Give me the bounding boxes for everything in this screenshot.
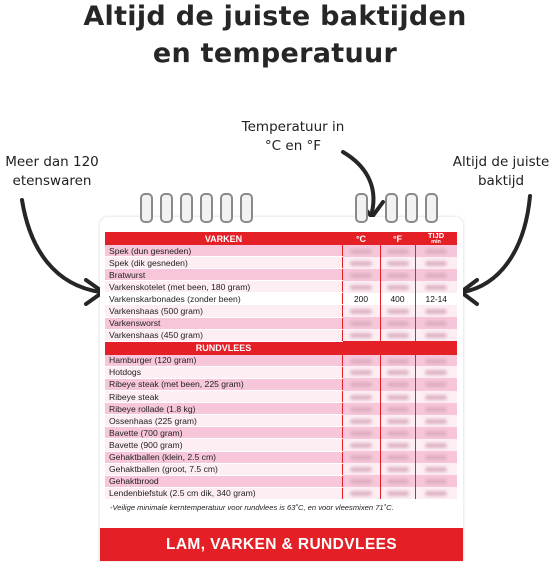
blurred-value: [387, 285, 409, 290]
blurred-value: [350, 395, 372, 400]
callout-center-line-1: Temperatuur in: [241, 119, 345, 135]
time-value: [415, 317, 457, 329]
table-row: [105, 355, 457, 367]
blurred-value: [425, 491, 447, 496]
blurred-value: [425, 455, 447, 460]
celsius-value: [342, 463, 380, 475]
food-name: Hamburger (120 gram): [105, 355, 342, 367]
fahrenheit-value: [380, 427, 415, 439]
time-value: [415, 439, 457, 451]
celsius-value: [342, 355, 380, 367]
column-header-celsius: °C: [342, 232, 380, 245]
celsius-value: [342, 451, 380, 463]
time-value: [415, 451, 457, 463]
fahrenheit-value: [380, 403, 415, 415]
blurred-value: [350, 321, 372, 326]
table-row: [105, 427, 457, 439]
blurred-value: [387, 321, 409, 326]
binding-ring-icon: [140, 193, 153, 223]
binding-ring-icon: [160, 193, 173, 223]
food-name: Bavette (700 gram): [105, 427, 342, 439]
fahrenheit-value: [380, 281, 415, 293]
fahrenheit-value: [380, 269, 415, 281]
column-header-time: [415, 232, 457, 245]
table-row: [105, 257, 457, 269]
column-header-time-unit: min: [431, 239, 441, 245]
binding-ring-icon: [220, 193, 233, 223]
time-value: [415, 305, 457, 317]
celsius-value: [342, 317, 380, 329]
blurred-value: [425, 321, 447, 326]
section-title: RUNDVLEES: [105, 341, 342, 355]
column-header-time-label: TIJD: [427, 232, 445, 240]
blurred-value: [425, 419, 447, 424]
blurred-value: [387, 467, 409, 472]
binding-ring-icon: [385, 193, 398, 223]
blurred-value: [387, 359, 409, 364]
column-header-fahrenheit: °F: [380, 232, 415, 245]
time-value: [415, 355, 457, 367]
food-name: Bratwurst: [105, 269, 342, 281]
table-row: [105, 475, 457, 487]
table-row: [105, 317, 457, 329]
blurred-value: [425, 479, 447, 484]
blurred-value: [350, 261, 372, 266]
celsius-value: [342, 391, 380, 403]
blurred-value: [350, 431, 372, 436]
table-row: [105, 487, 457, 499]
blurred-value: [387, 407, 409, 412]
blurred-value: [425, 359, 447, 364]
food-name: Bavette (900 gram): [105, 439, 342, 451]
time-value: [415, 403, 457, 415]
food-name: Varkenshaas (450 gram): [105, 329, 342, 341]
blurred-value: [387, 382, 409, 387]
time-value: [415, 475, 457, 487]
blurred-value: [350, 333, 372, 338]
table-row: [105, 451, 457, 463]
fahrenheit-value: [380, 439, 415, 451]
blurred-value: [425, 407, 447, 412]
food-name: Gehaktbrood: [105, 475, 342, 487]
food-name: Gehaktballen (groot, 7.5 cm): [105, 463, 342, 475]
blurred-value: [387, 443, 409, 448]
time-value: [415, 269, 457, 281]
table-row: [105, 281, 457, 293]
celsius-value: [342, 269, 380, 281]
time-value: [415, 378, 457, 390]
safety-note: -Veilige minimale kerntemperatuur voor rundvlees is 63˚C, en voor vleesmixen 71˚C.: [110, 503, 394, 512]
fahrenheit-value: 400: [380, 293, 415, 305]
blurred-value: [387, 370, 409, 375]
blurred-value: [350, 467, 372, 472]
callout-left-line-2: etenswaren: [12, 173, 92, 189]
blurred-value: [387, 273, 409, 278]
fahrenheit-value: [380, 257, 415, 269]
blurred-value: [425, 382, 447, 387]
celsius-value: [342, 245, 380, 257]
time-value: [415, 245, 457, 257]
food-name: Ribeye rollade (1.8 kg): [105, 403, 342, 415]
table-row: [105, 463, 457, 475]
celsius-value: [342, 257, 380, 269]
food-name: Varkenskarbonades (zonder been): [105, 293, 342, 305]
blurred-value: [350, 407, 372, 412]
binding-ring-icon: [240, 193, 253, 223]
blurred-value: [425, 309, 447, 314]
fahrenheit-value: [380, 451, 415, 463]
blurred-value: [387, 309, 409, 314]
food-name: Ribeye steak: [105, 391, 342, 403]
blurred-value: [350, 249, 372, 254]
celsius-value: [342, 305, 380, 317]
blurred-value: [350, 382, 372, 387]
fahrenheit-value: [380, 378, 415, 390]
blurred-value: [425, 285, 447, 290]
section-header-row: [105, 341, 457, 355]
blurred-value: [387, 491, 409, 496]
food-name: Spek (dik gesneden): [105, 257, 342, 269]
time-value: [415, 415, 457, 427]
table-row: [105, 305, 457, 317]
table-row: [105, 293, 457, 305]
celsius-value: [342, 366, 380, 378]
table-row: [105, 415, 457, 427]
celsius-value: [342, 378, 380, 390]
time-value: [415, 463, 457, 475]
fahrenheit-value: [380, 305, 415, 317]
fahrenheit-value: [380, 366, 415, 378]
table-row: [105, 329, 457, 341]
blurred-value: [350, 479, 372, 484]
celsius-value: [342, 415, 380, 427]
blurred-value: [350, 419, 372, 424]
headline-line-1: Altijd de juiste baktijden: [83, 1, 467, 32]
time-value: [415, 366, 457, 378]
time-value: [415, 427, 457, 439]
blurred-value: [387, 455, 409, 460]
blurred-value: [350, 370, 372, 375]
fahrenheit-value: [380, 245, 415, 257]
headline-line-2: en temperatuur: [152, 38, 398, 69]
time-value: [415, 329, 457, 341]
food-name: Ossenhaas (225 gram): [105, 415, 342, 427]
callout-right-line-1: Altijd de juiste: [452, 154, 550, 170]
blurred-value: [350, 491, 372, 496]
table-row: [105, 269, 457, 281]
food-name: Varkensworst: [105, 317, 342, 329]
blurred-value: [387, 249, 409, 254]
table-row: [105, 391, 457, 403]
fahrenheit-value: [380, 355, 415, 367]
blurred-value: [425, 273, 447, 278]
celsius-value: 200: [342, 293, 380, 305]
time-value: [415, 257, 457, 269]
time-value: [415, 281, 457, 293]
binding-ring-icon: [200, 193, 213, 223]
time-value: [415, 391, 457, 403]
blurred-value: [387, 261, 409, 266]
fahrenheit-value: [380, 391, 415, 403]
card-footer-banner: LAM, VARKEN & RUNDVLEES: [100, 528, 463, 561]
blurred-value: [350, 443, 372, 448]
fahrenheit-value: [380, 415, 415, 427]
blurred-value: [387, 479, 409, 484]
food-name: Ribeye steak (met been, 225 gram): [105, 378, 342, 390]
section-title: VARKEN: [105, 232, 342, 245]
celsius-value: [342, 403, 380, 415]
table-row: [105, 439, 457, 451]
blurred-value: [387, 419, 409, 424]
blurred-value: [425, 431, 447, 436]
food-name: Varkenskotelet (met been, 180 gram): [105, 281, 342, 293]
baking-times-table: [105, 232, 457, 500]
blurred-value: [425, 395, 447, 400]
food-name: Lendenbiefstuk (2.5 cm dik, 340 gram): [105, 487, 342, 499]
celsius-value: [342, 487, 380, 499]
fahrenheit-value: [380, 317, 415, 329]
binding-ring-icon: [425, 193, 438, 223]
table-row: [105, 245, 457, 257]
table-row: [105, 366, 457, 378]
blurred-value: [425, 333, 447, 338]
celsius-value: [342, 427, 380, 439]
blurred-value: [350, 309, 372, 314]
time-value: 12-14: [415, 293, 457, 305]
table-row: [105, 403, 457, 415]
blurred-value: [425, 443, 447, 448]
celsius-value: [342, 439, 380, 451]
fahrenheit-value: [380, 487, 415, 499]
food-name: Gehaktballen (klein, 2.5 cm): [105, 451, 342, 463]
blurred-value: [387, 333, 409, 338]
blurred-value: [387, 431, 409, 436]
binding-ring-icon: [180, 193, 193, 223]
celsius-value: [342, 475, 380, 487]
table-row: [105, 378, 457, 390]
section-header-row: [105, 232, 457, 245]
food-name: Spek (dun gesneden): [105, 245, 342, 257]
food-name: Hotdogs: [105, 366, 342, 378]
section-header-fill: [342, 341, 457, 355]
blurred-value: [425, 261, 447, 266]
blurred-value: [425, 467, 447, 472]
callout-right-line-2: baktijd: [477, 173, 525, 189]
celsius-value: [342, 329, 380, 341]
celsius-value: [342, 281, 380, 293]
blurred-value: [425, 370, 447, 375]
blurred-value: [350, 455, 372, 460]
time-value: [415, 487, 457, 499]
binding-ring-icon: [405, 193, 418, 223]
callout-center-line-2: °C en °F: [264, 138, 322, 154]
fahrenheit-value: [380, 475, 415, 487]
blurred-value: [350, 285, 372, 290]
fahrenheit-value: [380, 329, 415, 341]
callout-left-line-1: Meer dan 120: [5, 154, 99, 170]
blurred-value: [425, 249, 447, 254]
blurred-value: [350, 273, 372, 278]
blurred-value: [350, 359, 372, 364]
blurred-value: [387, 395, 409, 400]
food-name: Varkenshaas (500 gram): [105, 305, 342, 317]
binding-ring-icon: [355, 193, 368, 223]
fahrenheit-value: [380, 463, 415, 475]
